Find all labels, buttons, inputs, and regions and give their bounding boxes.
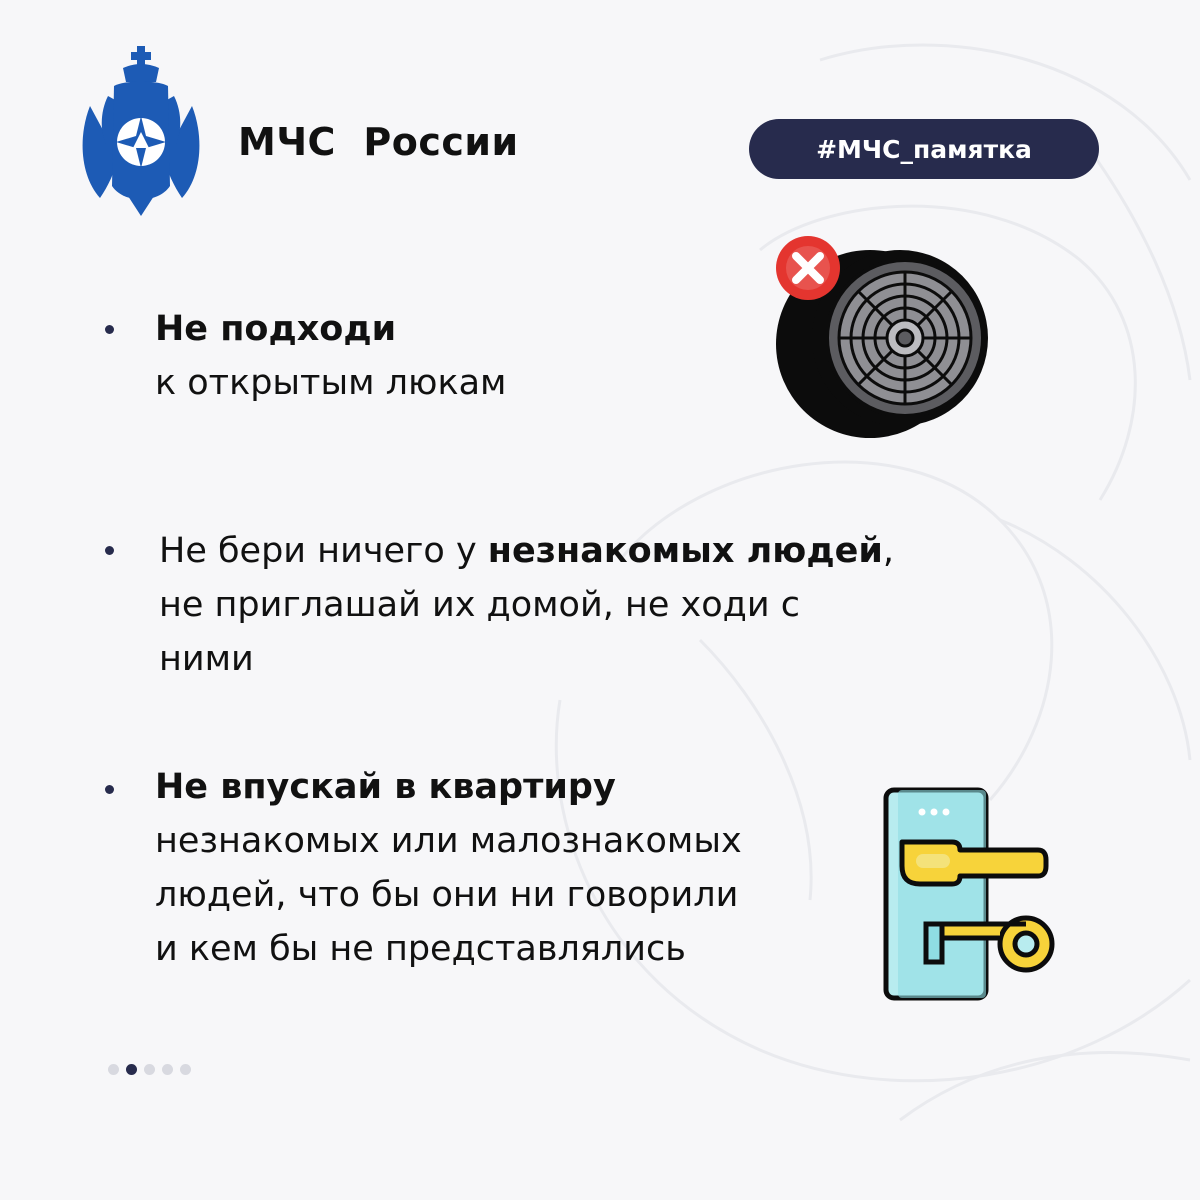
open-manhole-prohibited-icon [772, 234, 990, 438]
item-2-bold: незнакомых людей [487, 531, 883, 571]
bullet-1 [105, 325, 114, 334]
item-2-post: , [882, 531, 895, 571]
door-handle-key-icon [880, 784, 1060, 1004]
item-3-text [155, 760, 742, 976]
item-3-bold: Не впускай в квартиру [155, 767, 616, 807]
item-2-pre: Не бери ничего у [159, 531, 488, 571]
item-1-bold: Не подходи [155, 309, 397, 349]
item-3-line-3: людей, что бы они ни говорили [155, 875, 739, 915]
item-2-line-2: не приглашай их домой, не ходи с [159, 585, 800, 625]
page-dot-1[interactable] [108, 1064, 119, 1075]
pagination-dots [108, 1064, 191, 1075]
item-2-line-3: ними [159, 639, 254, 679]
item-3-line-2: незнакомых или малознакомых [155, 821, 742, 861]
emergency-ministry-emblem-icon [78, 46, 204, 216]
page-dot-4[interactable] [162, 1064, 173, 1075]
hashtag-text: #МЧС_памятка [816, 134, 1032, 164]
item-1-text [155, 302, 506, 410]
page-dot-3[interactable] [144, 1064, 155, 1075]
bullet-3 [105, 785, 114, 794]
bullet-2 [105, 546, 114, 555]
brand-title: МЧС России [238, 120, 519, 164]
item-3-line-4: и кем бы не представлялись [155, 929, 686, 969]
item-1-line-2: к открытым люкам [155, 363, 507, 403]
page-dot-2-active[interactable] [126, 1064, 137, 1075]
hashtag-badge [749, 119, 1099, 179]
item-2-text [159, 524, 894, 686]
page-dot-5[interactable] [180, 1064, 191, 1075]
